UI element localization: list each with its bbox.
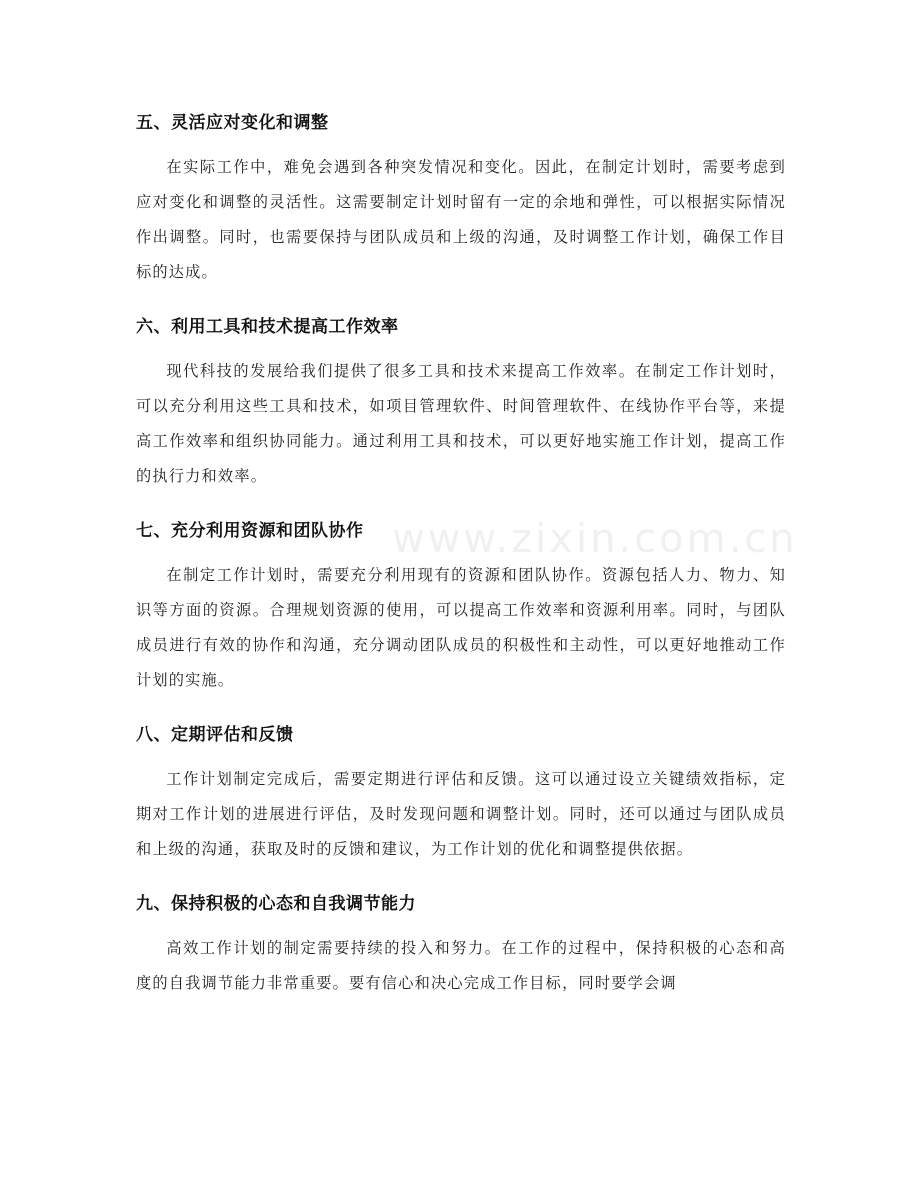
section-9 — [136, 885, 786, 1001]
section-7 — [136, 512, 786, 698]
watermark: www.zixin.com.cn — [392, 516, 798, 562]
section-8 — [136, 716, 786, 867]
section-6 — [136, 308, 786, 494]
section-heading: 七、充分利用资源和团队协作 — [136, 521, 364, 541]
section-paragraph: 高效工作计划的制定需要持续的投入和努力。在工作的过程中，保持积极的心态和高度的自我调节能力非常重要。要有信心和决心完成工作目标，同时要学会调 — [136, 939, 786, 992]
section-heading: 八、定期评估和反馈 — [136, 725, 294, 745]
section-paragraph: 在实际工作中，难免会遇到各种突发情况和变化。因此，在制定计划时，需要考虑到应对变化和调整的灵活性。这需要制定计划时留有一定的余地和弹性，可以根据实际情况作出调整。同时，也需要保持与团队成员和上级的沟通，及时调整工作计划，确保工作目标的达成。 — [136, 158, 786, 281]
section-heading: 六、利用工具和技术提高工作效率 — [136, 317, 399, 337]
section-heading: 九、保持积极的心态和自我调节能力 — [136, 894, 416, 914]
section-paragraph: 工作计划制定完成后，需要定期进行评估和反馈。这可以通过设立关键绩效指标，定期对工作计划的进展进行评估，及时发现问题和调整计划。同时，还可以通过与团队成员和上级的沟通，获取及时的反馈和建议，为工作计划的优化和调整提供依据。 — [136, 770, 786, 858]
section-5 — [136, 104, 786, 290]
section-heading: 五、灵活应对变化和调整 — [136, 113, 329, 133]
document-body — [136, 104, 786, 1019]
section-paragraph: 现代科技的发展给我们提供了很多工具和技术来提高工作效率。在制定工作计划时，可以充分利用这些工具和技术，如项目管理软件、时间管理软件、在线协作平台等，来提高工作效率和组织协同能力。通过利用工具和技术，可以更好地实施工作计划，提高工作的执行力和效率。 — [136, 362, 786, 485]
section-paragraph: 在制定工作计划时，需要充分利用现有的资源和团队协作。资源包括人力、物力、知识等方面的资源。合理规划资源的使用，可以提高工作效率和资源利用率。同时，与团队成员进行有效的协作和沟通，充分调动团队成员的积极性和主动性，可以更好地推动工作计划的实施。 — [136, 566, 786, 689]
